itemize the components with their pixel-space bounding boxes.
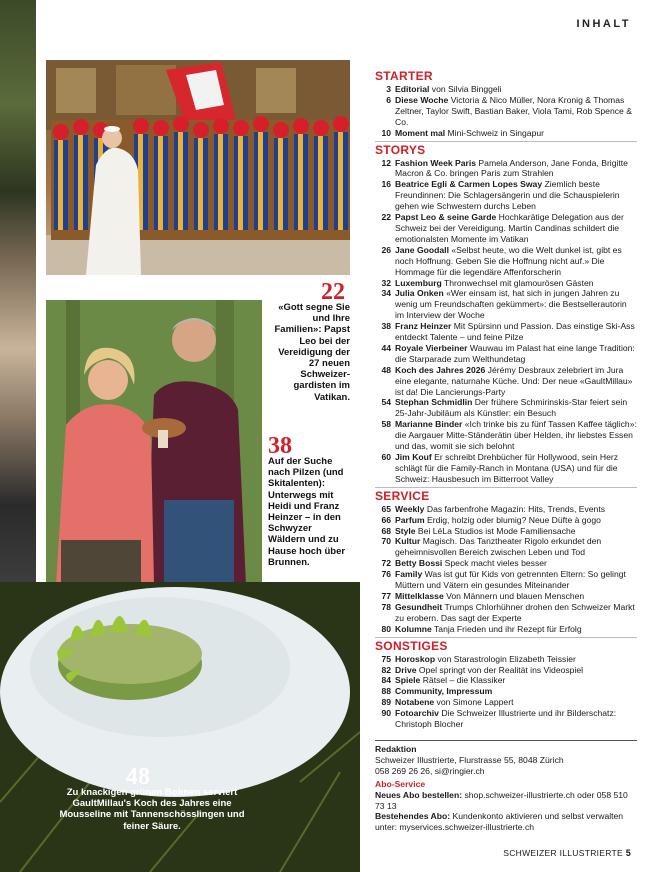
caption-38-text: Auf der Suche nach Pilzen (und Skitalenten): Unterwegs mit Heidi und Franz Heinzer – in den Schwyzer Wäldern und zu Hause hoch über Brunnen. <box>268 456 346 568</box>
abo-existing-label: Bestehendes Abo: <box>375 811 451 822</box>
toc-entry-description: Er schreibt Drehbücher für Hollywood, sein Herz schlägt für die Family-Ranch in Montana (USA) und für die Schweiz: Hausbesuch im Bitterroot Valley <box>395 452 619 484</box>
toc-entry-description: Erdig, holzig oder blumig? Neue Düfte à gogo <box>424 514 601 525</box>
toc-entry-page: 88 <box>381 686 391 697</box>
abo-existing <box>375 811 637 833</box>
toc-entry-title: Weekly <box>395 503 425 514</box>
toc-entry-page: 68 <box>381 525 391 536</box>
toc-entry-text <box>395 212 637 245</box>
toc-entry-text <box>395 278 637 289</box>
toc-entry[interactable] <box>375 343 637 365</box>
caption-48-text: Zu knackigen grünen Bohnen serviert GaultMillau's Koch des Jahres eine Mousseline mit Tannenschösslingen und feiner Säure. <box>59 787 245 832</box>
toc-entry[interactable] <box>375 288 637 321</box>
photo-vatican-swiss-guard <box>46 60 350 275</box>
toc-section-starter: STARTER <box>375 69 433 83</box>
toc-entry-title: Kolumne <box>395 623 432 634</box>
toc-entry-description: Magisch. Das Tanztheater Rigolo erkundet den geheimnisvollen Bereich zwischen Leben und Tod <box>395 536 602 558</box>
toc-section-storys: STORYS <box>375 141 637 157</box>
toc-entry-text <box>395 591 637 602</box>
toc-entry-text <box>395 452 637 485</box>
toc-entry-page: 65 <box>381 503 391 514</box>
toc-entry[interactable] <box>375 365 637 398</box>
toc-entry-description: Tanja Frieden und ihr Rezept für Erfolg <box>431 623 582 634</box>
toc-entry-title: Koch des Jahres 2026 <box>395 364 486 375</box>
toc-entry-description: Opel springt von der Realität ins Videospiel <box>416 664 584 675</box>
toc-entry-title: Style <box>395 525 416 536</box>
toc-entry-page: 89 <box>381 697 391 708</box>
toc-entry[interactable] <box>375 558 637 569</box>
toc-entry[interactable] <box>375 84 637 95</box>
toc-entry[interactable] <box>375 697 637 708</box>
toc-entry-page: 54 <box>381 397 391 408</box>
abo-new-label: Neues Abo bestellen: <box>375 789 463 800</box>
toc-entry-title: Parfum <box>395 514 425 525</box>
toc-entry-description: Rätsel – die Klassiker <box>420 675 506 686</box>
toc-entry-description: Ziemlich beste Freundinnen: Die Schlagersängerin und die Schauspielerin gehen wie Schwestern durchs Leben <box>395 179 620 212</box>
toc-entry-text <box>395 321 637 343</box>
toc-entry-description: «Wer einsam ist, hat sich in jungen Jahren zu wenig um Freundschaften gekümmert»: die Bestsellerautorin im Interview der Woche <box>395 288 627 321</box>
toc-entry[interactable] <box>375 686 637 697</box>
toc-entry[interactable] <box>375 278 637 289</box>
toc-entry-page: 48 <box>381 364 391 375</box>
toc-entry-page: 84 <box>381 675 391 686</box>
toc-entry-title: Moment mal <box>395 127 446 138</box>
toc-entry-title: Gesundheit <box>395 601 443 612</box>
toc-entry-title: Community, Impressum <box>395 686 493 697</box>
toc-entry-page: 82 <box>381 664 391 675</box>
toc-entry-description: Die Schweizer Illustrierte und ihr Bilderschatz: Christoph Blocher <box>395 708 617 730</box>
toc-entry-page: 80 <box>381 623 391 634</box>
toc-entry-description: Der frühere Schmirinskis-Star feiert sein 25-Jahr-Jubiläum als Künstler: ein Besuch <box>395 397 628 419</box>
toc-entry-page: 58 <box>381 419 391 430</box>
toc-entry-page: 22 <box>381 212 391 223</box>
toc-entry[interactable] <box>375 504 637 515</box>
toc-entry-text <box>395 158 637 180</box>
toc-entry[interactable] <box>375 158 637 180</box>
caption-22-text: «Gott segne Sie und Ihre Familien»: Papst Leo bei der Vereidigung der 27 neuen Schweizer-gardisten im Vatikan. <box>274 302 350 403</box>
toc-entry-description: «Selbst heute, wo die Welt dunkel ist, gibt es noch Hoffnung. Geben Sie die Hoffnung nicht auf.» Die Hommage für die legendäre Affenforscherin <box>395 244 622 277</box>
page-footer <box>503 848 631 858</box>
toc-entry-description: Speck macht vieles besser <box>442 558 547 569</box>
toc-entry-title: Franz Heinzer <box>395 321 452 332</box>
toc-entry[interactable] <box>375 321 637 343</box>
toc-entry-page: 60 <box>381 452 391 462</box>
photo-heinzer-couple <box>46 300 262 585</box>
toc-entry-description: Bei LéLa Studios ist Mode Familiensache <box>415 525 576 536</box>
toc-entry-title: Julia Onken <box>395 288 444 299</box>
toc-entry-page: 70 <box>381 536 391 547</box>
abo-new <box>375 790 637 812</box>
toc-entry-title: Notabene <box>395 697 435 708</box>
toc-entry-page: 34 <box>381 288 391 299</box>
toc-entry-page: 3 <box>386 84 391 94</box>
toc-entry-text <box>395 569 637 591</box>
toc-entry-page: 10 <box>381 127 391 138</box>
page-section-title: INHALT <box>576 18 631 30</box>
toc-entry-text <box>395 526 637 537</box>
caption-38-number: 38 <box>268 433 292 459</box>
toc-entry[interactable] <box>375 569 637 591</box>
vatican-illustration <box>46 60 350 275</box>
toc-entry-text <box>395 602 637 624</box>
toc-entry-description: von Silvia Binggeli <box>429 84 502 94</box>
toc-entry-description: Trumps Chlorhühner drohen den Schweizer Markt zu erobern. Das sagt der Experte <box>395 601 635 623</box>
toc-entry-description: Das farbenfrohe Magazin: Hits, Trends, Events <box>424 503 606 514</box>
imprint-phone-mail: 058 269 26 26, si@ringier.ch <box>375 765 485 776</box>
toc-entry-text <box>395 84 637 95</box>
toc-entry-description: von Simone Lappert <box>434 697 514 708</box>
toc-entry[interactable] <box>375 419 637 452</box>
toc-entry-description: Hochkarätige Delegation aus der Schweiz bei der Vereidigung. Martin Candinas schildert die emotionalsten Momente im Vatikan <box>395 212 624 244</box>
toc-entry-title: Jane Goodall <box>395 244 449 255</box>
toc-entry-title: Betty Bossi <box>395 558 443 569</box>
toc-entry-page: 32 <box>381 277 391 288</box>
toc-entry-text <box>395 504 637 515</box>
toc-entry-title: Diese Woche <box>395 94 449 105</box>
toc-entry-text <box>395 128 637 139</box>
toc-entry-title: Horoskop <box>395 653 436 664</box>
toc-entry-page: 16 <box>381 179 391 190</box>
toc-entry-title: Drive <box>395 664 417 675</box>
footer-magazine: SCHWEIZER ILLUSTRIERTE <box>503 848 624 858</box>
toc-entry-title: Fashion Week Paris <box>395 157 477 168</box>
toc-entry[interactable] <box>375 397 637 419</box>
toc-entry-title: Beatrice Egli & Carmen Lopes Sway <box>395 179 543 190</box>
toc-entry-text <box>395 95 637 128</box>
toc-entry-description: Wauwau im Palast hat eine lange Tradition: die Starparade zum Welthundetag <box>395 342 635 364</box>
toc-entry[interactable] <box>375 212 637 245</box>
toc-entry-text <box>395 624 637 635</box>
toc-entry-description: Victoria & Nico Müller, Nora Kronig & Thomas Zeltner, Taylor Swift, Bastian Baker, Viola Tami, Rob Spence & Co. <box>395 94 632 127</box>
toc-entry[interactable] <box>375 179 637 212</box>
toc-entry-text <box>395 343 637 365</box>
toc-entry-title: Mittelklasse <box>395 590 444 601</box>
toc-entry-description: Von Männern und blauen Menschen <box>443 590 585 601</box>
toc-entry-title: Stephan Schmidlin <box>395 397 473 408</box>
toc-entry-description: «Ich trinke bis zu fünf Tassen Kaffee täglich»: die Aargauer Mitte-Ständerätin über Helden, ihr liebstes Essen und das, womit sie sich belohnt <box>395 419 637 452</box>
abo-new-text[interactable]: shop.schweizer-illustrierte.ch oder 058 510 73 13 <box>375 789 628 811</box>
toc-entry-text <box>395 419 637 452</box>
toc-section-service: SERVICE <box>375 487 637 503</box>
toc-entry[interactable] <box>375 515 637 526</box>
toc-entry-page: 38 <box>381 321 391 332</box>
toc-entry-text <box>395 675 637 686</box>
toc-entry[interactable] <box>375 245 637 278</box>
toc-entry-description: von Starastrologin Elizabeth Teissier <box>435 653 576 664</box>
toc-entry-title: Editorial <box>395 84 430 94</box>
toc-entry-page: 66 <box>381 514 391 525</box>
toc-entry[interactable] <box>375 526 637 537</box>
toc-entry-text <box>395 515 637 526</box>
toc-entry-description: Thronwechsel mit glamourösen Gästen <box>441 277 594 288</box>
toc-entry[interactable] <box>375 665 637 676</box>
toc-entry-description: Mini-Schweiz in Singapur <box>445 127 545 138</box>
toc-entry-title: Marianne Binder <box>395 419 463 430</box>
toc-entry-text <box>395 536 637 558</box>
caption-48-number: 48 <box>126 764 150 790</box>
toc-entry[interactable] <box>375 624 637 635</box>
toc-entry-page: 78 <box>381 601 391 612</box>
imprint-redaktion-label: Redaktion <box>375 744 417 754</box>
toc-entry-title: Kultur <box>395 536 421 547</box>
toc-section-sonstiges: SONSTIGES <box>375 637 637 653</box>
toc-entry-text <box>395 397 637 419</box>
toc-entry-title: Family <box>395 569 423 580</box>
toc-entry-page: 75 <box>381 653 391 664</box>
toc-entry-page: 44 <box>381 342 391 353</box>
couple-illustration <box>46 300 262 585</box>
toc-entry-text <box>395 708 637 730</box>
toc-entry-text <box>395 686 637 697</box>
imprint <box>375 740 637 833</box>
toc-entry-title: Jim Kouf <box>395 452 432 462</box>
table-of-contents <box>375 66 637 730</box>
toc-entry[interactable] <box>375 536 637 558</box>
toc-entry-text <box>395 665 637 676</box>
caption-22-number: 22 <box>321 279 345 305</box>
abo-existing-text[interactable]: Kundenkonto aktivieren und selbst verwalten unter: myservices.schweizer-illustrierte.ch <box>375 811 624 833</box>
toc-entry-title: Luxemburg <box>395 277 442 288</box>
toc-entry-page: 72 <box>381 558 391 569</box>
toc-entry-text <box>395 365 637 398</box>
toc-entry-text <box>395 288 637 321</box>
toc-entry-title: Spiele <box>395 675 421 686</box>
toc-entry[interactable] <box>375 602 637 624</box>
toc-entry-text <box>395 558 637 569</box>
toc-entry-page: 26 <box>381 244 391 255</box>
toc-entry-page: 6 <box>386 94 391 105</box>
toc-entry-page: 77 <box>381 590 391 601</box>
toc-entry-page: 76 <box>381 569 391 580</box>
toc-entry-description: Pamela Anderson, Jane Fonda, Brigitte Macron & Co. bringen Paris zum Strahlen <box>395 157 628 179</box>
toc-entry[interactable] <box>375 452 637 485</box>
toc-entry-title: Papst Leo & seine Garde <box>395 212 497 223</box>
toc-entry-text <box>395 179 637 212</box>
toc-entry-text <box>395 697 637 708</box>
abo-service-label: Abo-Service <box>375 778 426 789</box>
toc-entry-description: Was ist gut für Kids von getrennten Eltern: So gelingt Müttern und Vätern ein gesundes Miteinander <box>395 569 626 591</box>
toc-entry-page: 12 <box>381 157 391 168</box>
toc-entry-text <box>395 654 637 665</box>
toc-entry[interactable] <box>375 708 637 730</box>
toc-entry-title: Fotoarchiv <box>395 708 439 719</box>
toc-entry[interactable] <box>375 128 637 139</box>
imprint-address: Schweizer Illustrierte, Flurstrasse 55, 8048 Zürich <box>375 754 564 765</box>
toc-entry[interactable] <box>375 591 637 602</box>
footer-page-number: 5 <box>625 848 631 858</box>
toc-entry-text <box>395 245 637 278</box>
toc-entry[interactable] <box>375 95 637 128</box>
toc-entry-page: 90 <box>381 708 391 719</box>
toc-entry-title: Royale Vierbeiner <box>395 342 468 353</box>
toc-entry[interactable] <box>375 675 637 686</box>
toc-entry-description: Jérémy Desbraux zelebriert im Jura eine elegante, naturnahe Küche. Und: Der neue «GaultMillau» ist da! Die Lancierungs-Party <box>395 364 633 397</box>
toc-entry-description: Mit Spürsinn und Passion. Das einstige Ski-Ass entdeckt Talente – und feine Pilze <box>395 321 635 343</box>
toc-entry[interactable] <box>375 654 637 665</box>
